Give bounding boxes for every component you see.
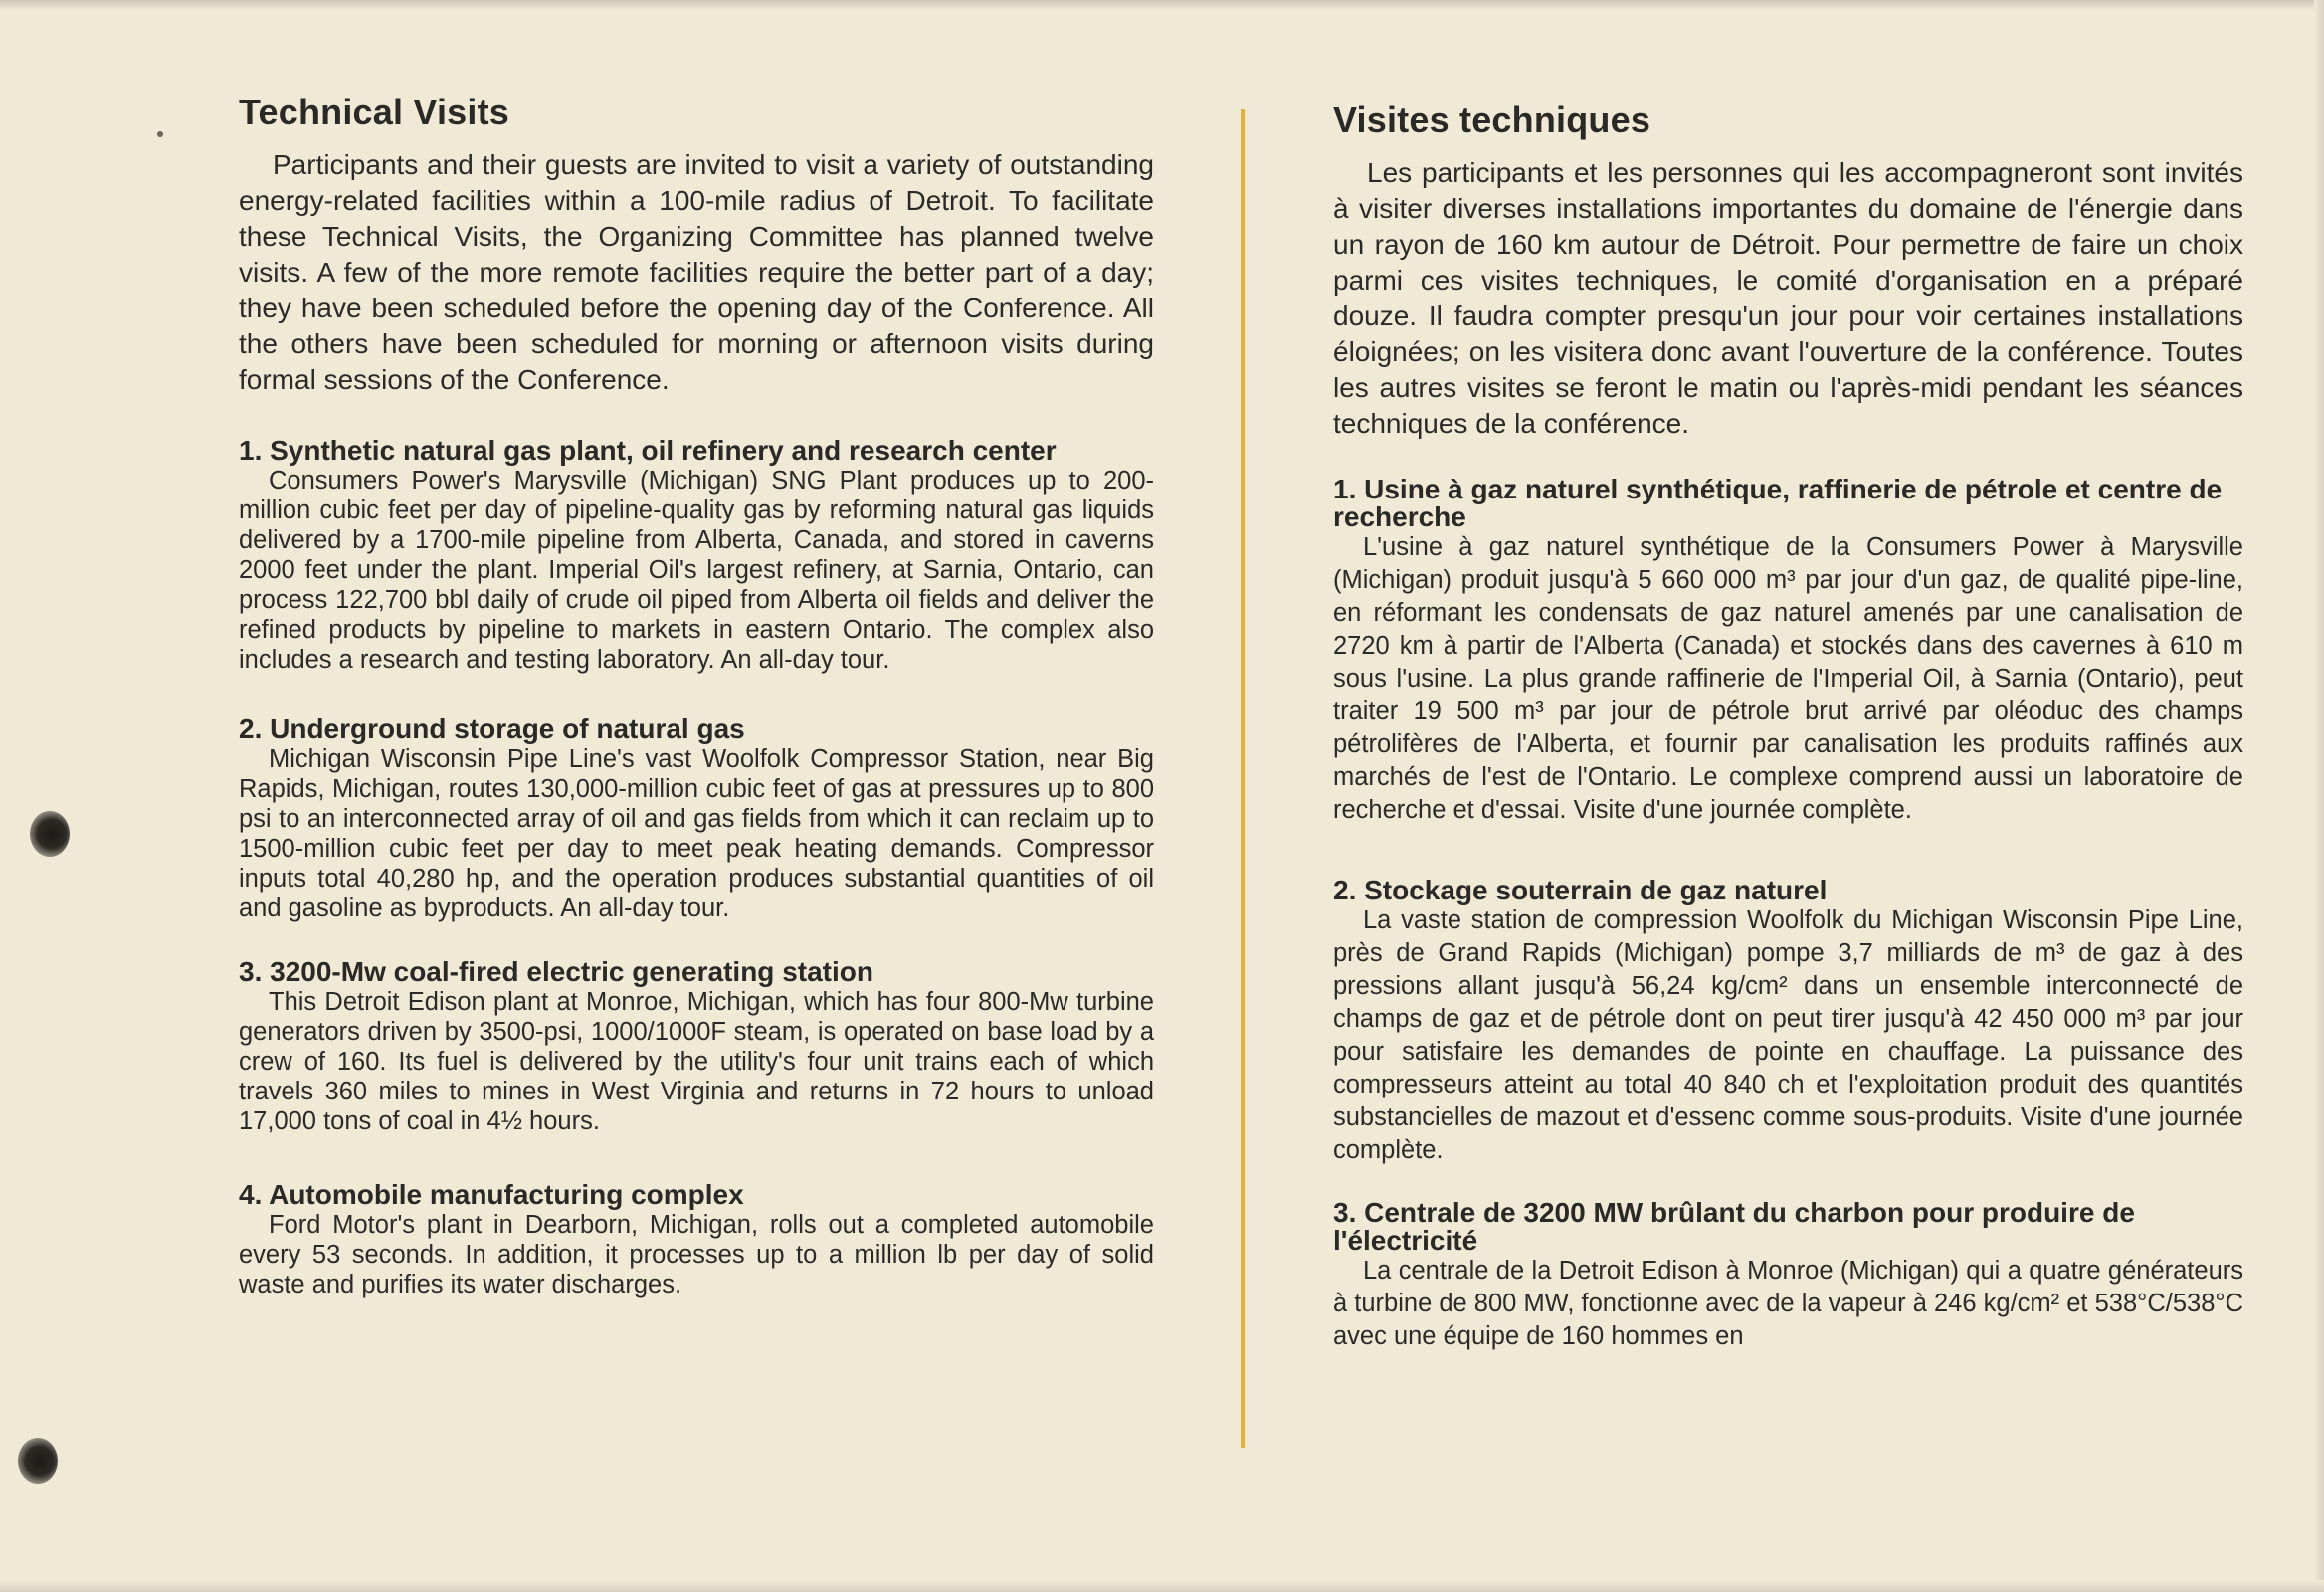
paper-top-edge — [0, 0, 2324, 10]
section-heading: 3. Centrale de 3200 MW brûlant du charbon pour produire de l'électricité — [1333, 1197, 2135, 1256]
english-section-4 — [239, 1180, 1154, 1299]
section-body: Michigan Wisconsin Pipe Line's vast Woolfolk Compressor Station, near Big Rapids, Michigan, routes 130,000-million cubic feet of gas at pressures up to 800 psi to an interconnected array of oil and gas fields from which it can reclaim up to 1500-million cubic feet per day to meet peak heating demands. Compressor inputs total 40,280 hp, and the operation produces substantial quantities of oil and gasoline as byproducts. An all-day tour. — [239, 745, 1154, 922]
section-heading: 1. Synthetic natural gas plant, oil refinery and research center — [239, 435, 1057, 466]
column-divider — [1241, 109, 1245, 1448]
english-section-3 — [239, 957, 1154, 1136]
french-title: Visites techniques — [1333, 100, 1651, 140]
english-title: Technical Visits — [239, 92, 509, 132]
french-section-3 — [1333, 1199, 2243, 1353]
section-heading: 2. Underground storage of natural gas — [239, 713, 745, 744]
french-column — [1333, 100, 2243, 1353]
english-column — [239, 92, 1154, 1299]
binder-hole — [30, 811, 70, 857]
french-section-2 — [1333, 877, 2243, 1167]
french-intro: Les participants et les personnes qui les accompagneront sont invités à visiter diverses installations importantes du domaine de l'énergie dans un rayon de 160 km autour de Détroit. Pour permettre de faire un choix parmi ces visites techniques, le comité d'organisation en a préparé douze. Il faudra compter presqu'un jour pour voir certaines installations éloignées; on les visitera donc avant l'ouverture de la conférence. Toutes les autres visites se feront le matin ou l'après-midi pendant les séances techniques de la conférence. — [1333, 157, 2243, 439]
section-body: L'usine à gaz naturel synthétique de la Consumers Power à Marysville (Michigan) produit jusqu'à 5 660 000 m³ par jour d'un gaz, de qualité pipe-line, en réformant les condensats de gaz naturel amenés par une canalisation de 2720 km à partir de l'Alberta (Canada) et stockés dans des cavernes à 610 m sous l'usine. La plus grande raffinerie de l'Imperial Oil, à Sarnia (Ontario), peut traiter 19 500 m³ par jour de pétrole brut arrivé par oléoduc des champs pétrolifères de l'Alberta, et fournir par canalisation les produits raffinés aux marchés de l'est de l'Ontario. Le complexe comprend aussi un laboratoire de recherche et d'essai. Visite d'une journée complète. — [1333, 533, 2243, 824]
section-heading: 4. Automobile manufacturing complex — [239, 1179, 744, 1210]
section-heading: 2. Stockage souterrain de gaz naturel — [1333, 875, 1828, 905]
section-body: La vaste station de compression Woolfolk du Michigan Wisconsin Pipe Line, près de Grand Rapids (Michigan) pompe 3,7 milliards de m³ de gaz à des pressions allant jusqu'à 56,24 kg/cm² dans un ensemble interconnecté de champs de gaz et de pétrole dont on peut tirer jusqu'à 42 450 000 m³ par jour pour satisfaire les demandes de pointe en chauffage. La puissance des compresseurs atteint au total 40 840 ch et l'exploitation produit des quantités substancielles de mazout et d'essenc comme sous-produits. Visite d'une journée complète. — [1333, 906, 2243, 1164]
section-body: Consumers Power's Marysville (Michigan) SNG Plant produces up to 200-million cubic feet per day of pipeline-quality gas by reforming natural gas liquids delivered by a 1700-mile pipeline from Alberta, Canada, and stored in caverns 2000 feet under the plant. Imperial Oil's largest refinery, at Sarnia, Ontario, can process 122,700 bbl daily of crude oil piped from Alberta oil fields and deliver the refined products by pipeline to markets in eastern Ontario. The complex also includes a research and testing laboratory. An all-day tour. — [239, 467, 1154, 674]
section-heading: 1. Usine à gaz naturel synthétique, raffinerie de pétrole et centre de recherche — [1333, 474, 2223, 532]
english-section-1 — [239, 436, 1154, 675]
section-body: La centrale de la Detroit Edison à Monroe (Michigan) qui a quatre générateurs à turbine de 800 MW, fonctionne avec de la vapeur à 246 kg/cm² et 538°C/538°C avec une équipe de 160 hommes en — [1333, 1257, 2243, 1350]
english-intro: Participants and their guests are invited to visit a variety of outstanding energy-related facilities within a 100-mile radius of Detroit. To facilitate these Technical Visits, the Organizing Committee has planned twelve visits. A few of the more remote facilities require the better part of a day; they have been scheduled before the opening day of the Conference. All the others have been scheduled for morning or afternoon visits during formal sessions of the Conference. — [239, 149, 1154, 395]
paper-speck — [157, 131, 163, 137]
french-section-1 — [1333, 476, 2243, 827]
paper-bottom-edge — [0, 1580, 2324, 1592]
binder-hole — [18, 1438, 58, 1484]
section-heading: 3. 3200-Mw coal-fired electric generating station — [239, 956, 873, 987]
section-body: This Detroit Edison plant at Monroe, Michigan, which has four 800-Mw turbine generators driven by 3500-psi, 1000/1000F steam, is operated on base load by a crew of 160. Its fuel is delivered by the utility's four unit trains each of which travels 360 miles to mines in West Virginia and returns in 72 hours to unload 17,000 tons of coal in 4½ hours. — [239, 988, 1154, 1135]
section-body: Ford Motor's plant in Dearborn, Michigan, rolls out a completed automobile every 53 seconds. In addition, it processes up to a million lb per day of solid waste and purifies its water discharges. — [239, 1211, 1154, 1298]
paper-right-edge — [2314, 0, 2324, 1592]
english-section-2 — [239, 714, 1154, 923]
